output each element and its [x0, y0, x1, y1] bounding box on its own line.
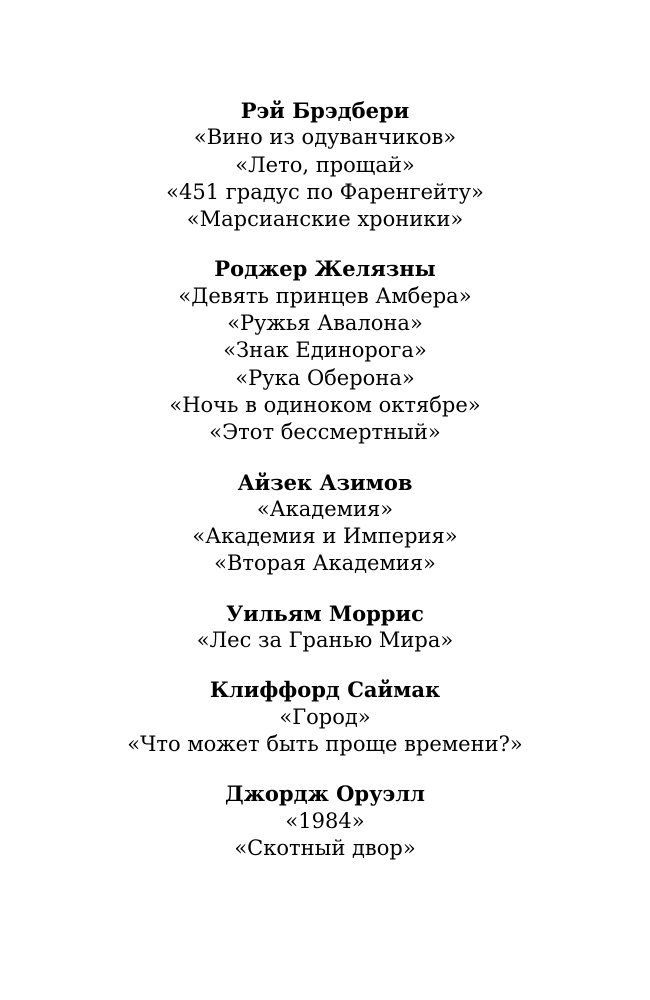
book-title: «Лес за Гранью Мира»	[196, 628, 454, 653]
author-block-simak	[0, 676, 650, 758]
author-block-bradbury	[0, 97, 650, 233]
author-name: Рэй Брэдбери	[240, 98, 410, 123]
author-block-morris	[0, 600, 650, 655]
book-title: «Академия»	[256, 496, 394, 521]
author-name: Роджер Желязны	[214, 256, 436, 282]
book-list	[0, 704, 650, 759]
author-name: Айзек Азимов	[237, 469, 413, 495]
book-title: «Лето, прощай»	[235, 152, 415, 177]
book-title: «Ружья Авалона»	[227, 311, 423, 336]
author-name: Уильям Моррис	[226, 600, 424, 626]
book-list	[0, 627, 650, 654]
book-title: «Этот бессмертный»	[209, 420, 441, 445]
book-title: «Ночь в одиноком октябре»	[169, 392, 481, 417]
book-title: «Вино из одуванчиков»	[193, 125, 457, 150]
author-name: Клиффорд Саймак	[209, 677, 441, 703]
book-list	[0, 808, 650, 863]
book-list	[0, 124, 650, 233]
book-title: «Марсианские хроники»	[186, 207, 464, 232]
book-title: «Знак Единорога»	[223, 338, 427, 363]
book-title: «Скотный двор»	[234, 835, 416, 860]
book-list	[0, 496, 650, 578]
author-block-asimov	[0, 469, 650, 578]
author-block-zelazny	[0, 255, 650, 446]
book-title: «1984»	[285, 808, 365, 833]
author-name: Джордж Оруэлл	[225, 781, 425, 807]
book-title: «Девять принцев Амбера»	[178, 283, 472, 308]
book-title: «Рука Оберона»	[235, 365, 415, 390]
author-list	[0, 97, 650, 884]
book-title: «Что может быть проще времени?»	[127, 731, 523, 756]
book-list	[0, 283, 650, 447]
book-title: «Академия и Империя»	[192, 524, 458, 549]
book-title: «Город»	[279, 704, 371, 729]
author-block-orwell	[0, 780, 650, 862]
book-title: «451 градус по Фаренгейту»	[166, 179, 484, 204]
book-title: «Вторая Академия»	[214, 551, 436, 576]
